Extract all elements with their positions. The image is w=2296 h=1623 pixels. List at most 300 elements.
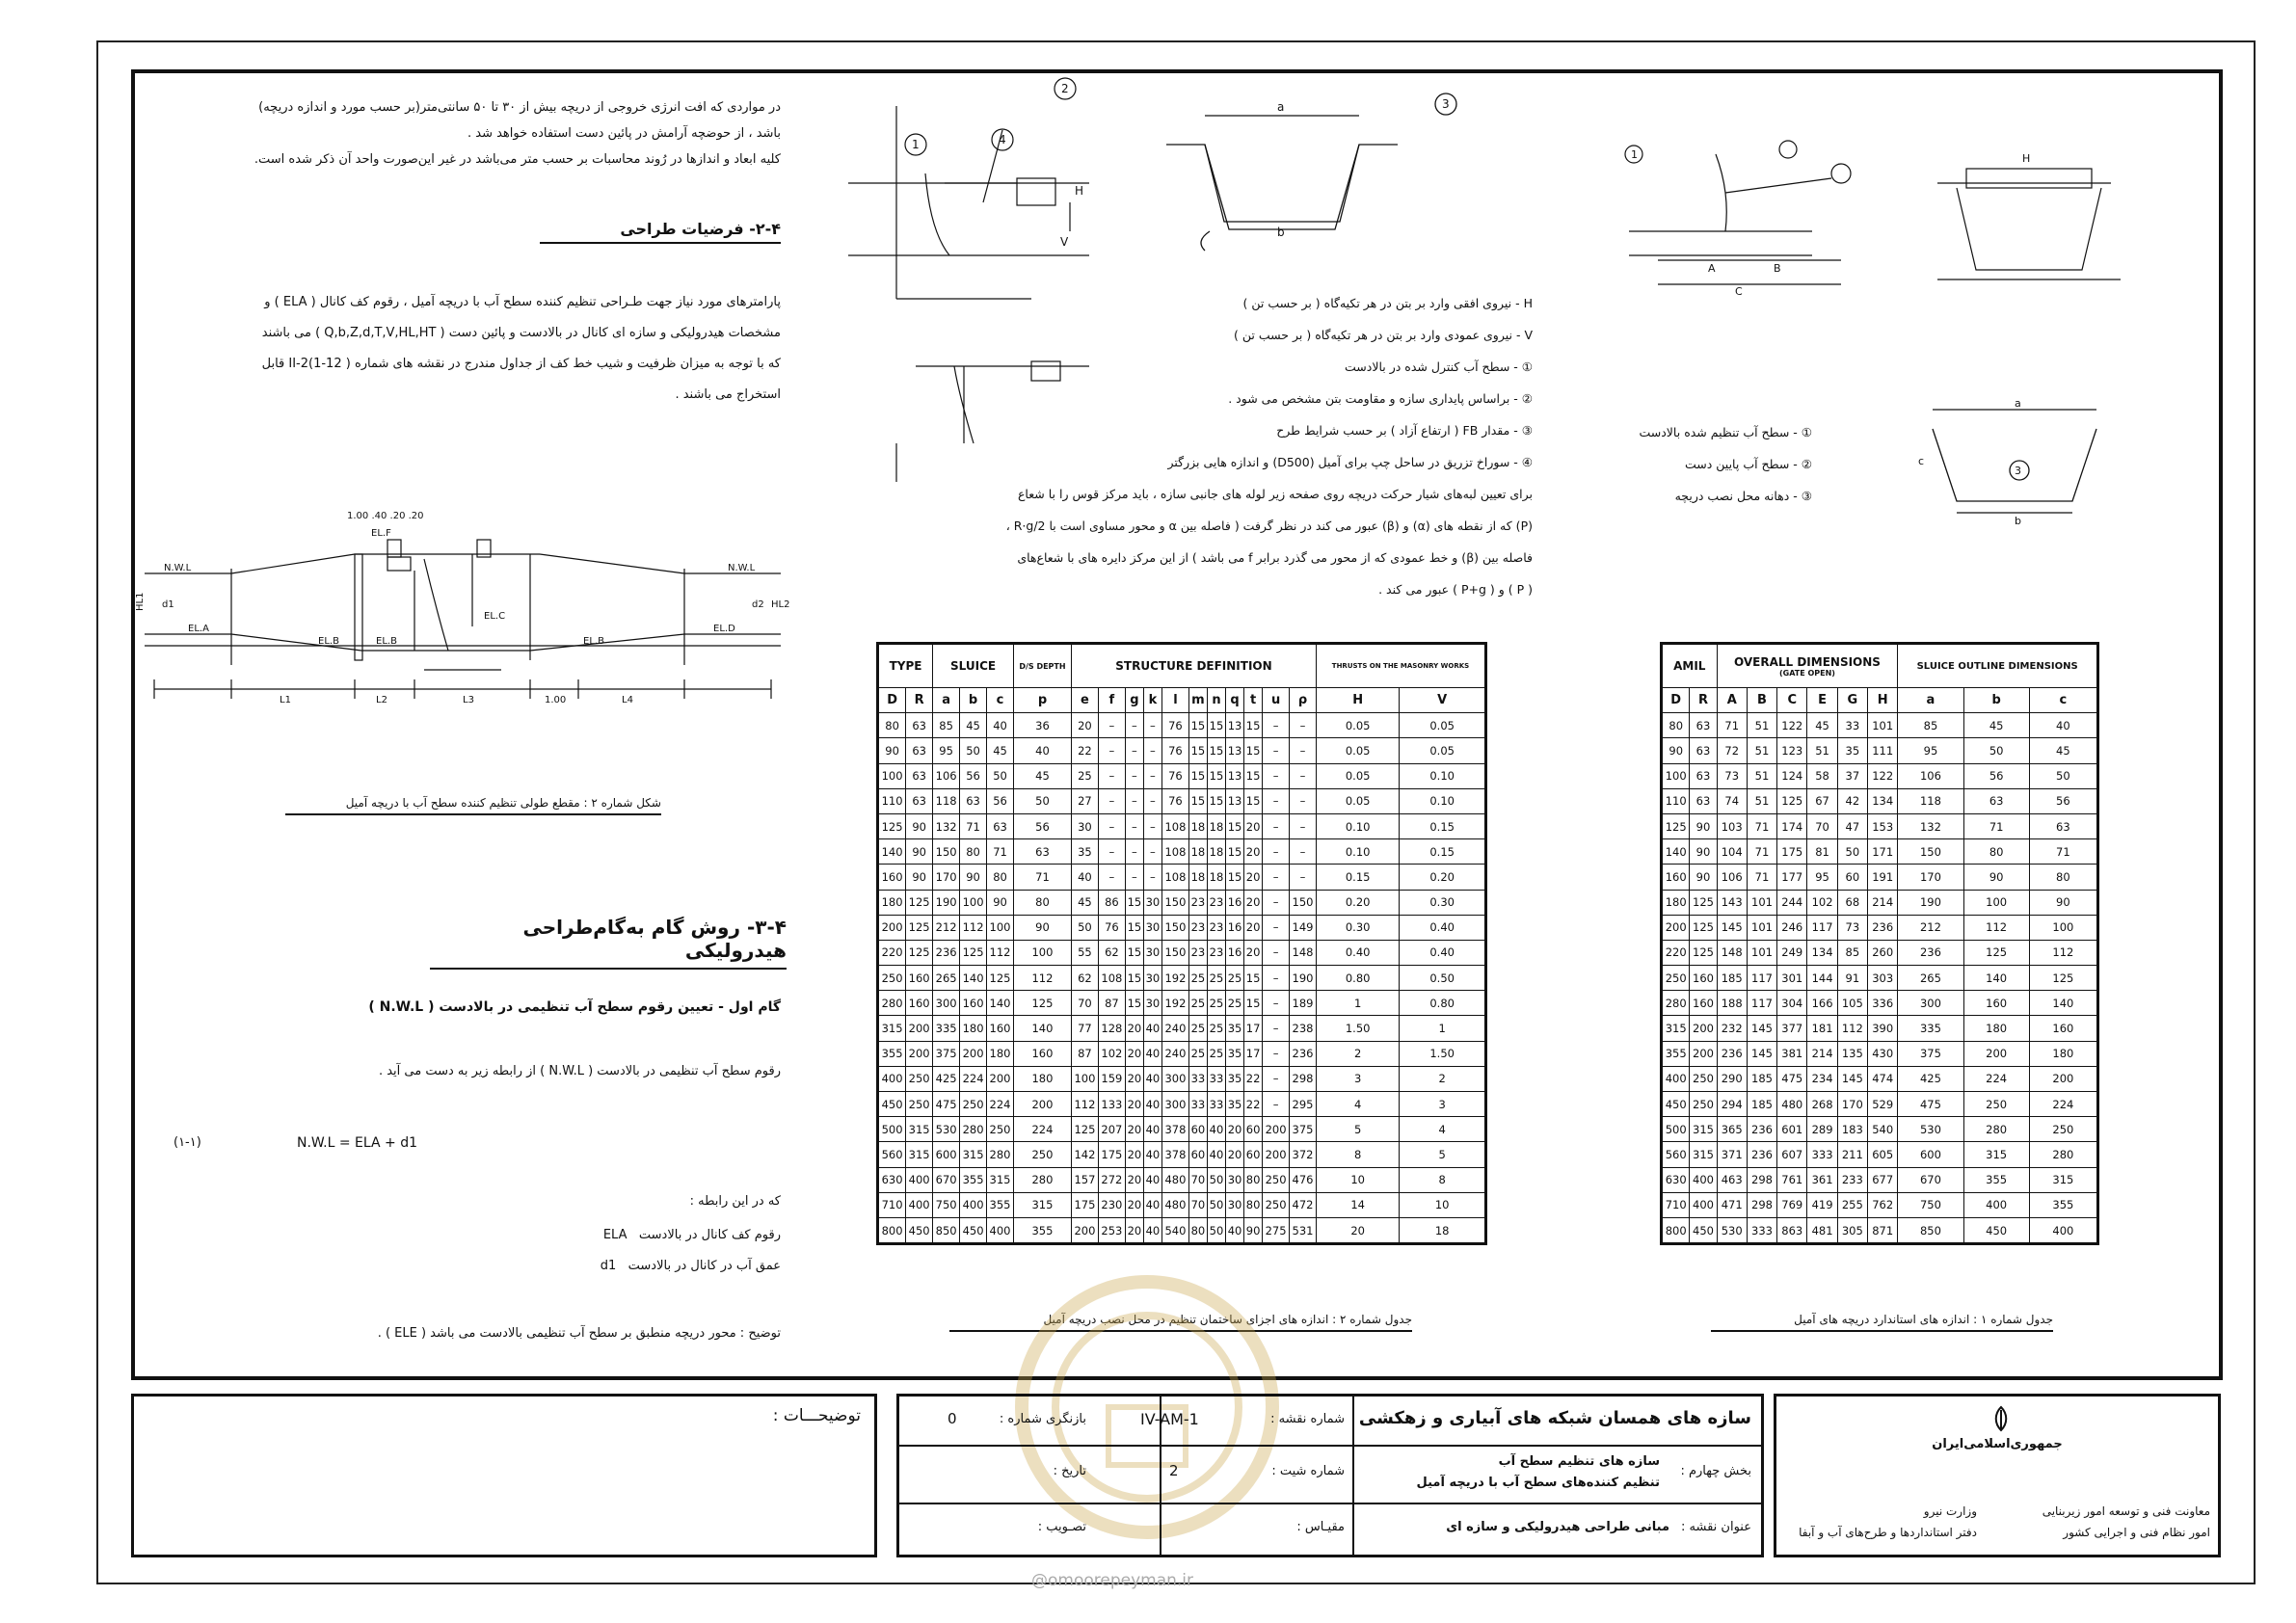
table-cell: 200 — [906, 1016, 933, 1041]
table-cell: 33 — [1188, 1092, 1207, 1117]
table-cell: 180 — [1963, 1016, 2029, 1041]
table-cell: 871 — [1867, 1217, 1897, 1243]
table-cell: 73 — [1717, 763, 1747, 788]
table-cell: – — [1098, 713, 1125, 738]
table-cell: 189 — [1290, 991, 1317, 1016]
table-cell: 90 — [878, 738, 906, 763]
table-cell: 0.40 — [1317, 940, 1400, 965]
table-cell: 71 — [1963, 813, 2029, 838]
table-cell: 40 — [1143, 1092, 1161, 1117]
table-cell: 260 — [1867, 940, 1897, 965]
table-row — [878, 991, 1486, 1016]
table-row — [1662, 839, 2098, 865]
fig-label-elb2: EL.B — [376, 636, 397, 647]
table-cell: 335 — [1898, 1016, 1963, 1041]
table-cell: 365 — [1717, 1117, 1747, 1142]
table-cell: 47 — [1837, 813, 1867, 838]
table-cell: 10 — [1400, 1192, 1486, 1217]
legend-v: V - نیروی عمودی وارد بر بتن در هر تکیه‌گاه ( بر حسب تن ) — [1234, 328, 1533, 342]
table-cell: 0.50 — [1400, 966, 1486, 991]
table-row — [878, 813, 1486, 838]
table-cell: 463 — [1717, 1167, 1747, 1192]
table-row — [1662, 1092, 2098, 1117]
table-cell: 108 — [1161, 865, 1188, 890]
table-cell: 25 — [1188, 1041, 1207, 1066]
table-cell: 531 — [1290, 1217, 1317, 1243]
table-cell: 240 — [1161, 1016, 1188, 1041]
table-cell: – — [1263, 713, 1290, 738]
svg-text:2: 2 — [1061, 82, 1069, 95]
d1-desc: عمق آب در کانال در بالادست — [627, 1259, 781, 1273]
fig-label-elb1: EL.B — [318, 636, 339, 647]
table-row — [1662, 1142, 2098, 1167]
table-cell: 400 — [1963, 1192, 2029, 1217]
table1-body — [1662, 713, 2098, 1244]
table1-col-9: b — [1963, 688, 2029, 713]
table-cell: 224 — [1963, 1066, 2029, 1091]
table-cell: 27 — [1071, 788, 1098, 813]
table-cell: 33 — [1837, 713, 1867, 738]
note-text: توضیح : محور دریچه منطبق بر سطح آب تنظیمی بالادست می باشد ( ELE ) . — [377, 1326, 781, 1341]
table-cell: – — [1290, 763, 1317, 788]
table-cell: 5 — [1317, 1117, 1400, 1142]
table-row — [878, 1066, 1486, 1091]
table-cell: 0.05 — [1400, 738, 1486, 763]
table2-col-18: V — [1400, 688, 1486, 713]
table-cell: 100 — [1662, 763, 1690, 788]
table-cell: 224 — [2029, 1092, 2097, 1117]
table-cell: 25 — [1188, 966, 1207, 991]
equation-number: (۱-۱) — [174, 1135, 201, 1150]
table-cell: 400 — [2029, 1217, 2097, 1243]
table-cell: 298 — [1747, 1192, 1776, 1217]
table-cell: 22 — [1244, 1066, 1263, 1091]
table-cell: – — [1143, 763, 1161, 788]
intro-text — [154, 94, 781, 173]
table-cell: 301 — [1777, 966, 1807, 991]
table-cell: 710 — [878, 1192, 906, 1217]
table-cell: 112 — [960, 915, 987, 940]
table-cell: 62 — [1071, 966, 1098, 991]
table-cell: 670 — [1898, 1167, 1963, 1192]
table-cell: 190 — [1290, 966, 1317, 991]
table-cell: 315 — [878, 1016, 906, 1041]
table2-col-3: b — [960, 688, 987, 713]
table-row — [1662, 991, 2098, 1016]
table-cell: 70 — [1071, 991, 1098, 1016]
table-cell: 18 — [1188, 813, 1207, 838]
table-cell: 63 — [1963, 788, 2029, 813]
table-cell: 101 — [1867, 713, 1897, 738]
table-cell: 3 — [1317, 1066, 1400, 1091]
equation: N.W.L = ELA + d1 — [297, 1135, 418, 1151]
table-cell: 315 — [906, 1117, 933, 1142]
table-cell: 71 — [2029, 839, 2097, 865]
table-cell: 315 — [1690, 1117, 1717, 1142]
table-cell: 45 — [1807, 713, 1837, 738]
table-cell: 117 — [1747, 966, 1776, 991]
table-cell: 20 — [1317, 1217, 1400, 1243]
table-cell: 230 — [1098, 1192, 1125, 1217]
table-cell: 106 — [1898, 763, 1963, 788]
table-cell: 300 — [1898, 991, 1963, 1016]
table-cell: 55 — [1071, 940, 1098, 965]
table-cell: – — [1263, 813, 1290, 838]
s42-line-2: مشخصات هیدرولیکی و سازه ای کانال در بالادست و پائین دست ( Q,b,Z,d,T,V,HL,HT ) می باشند — [261, 326, 781, 340]
table1-group-sluice: SLUICE OUTLINE DIMENSIONS — [1898, 644, 2098, 688]
table-cell: 336 — [1867, 991, 1897, 1016]
table-row — [1662, 1192, 2098, 1217]
table-cell: 76 — [1098, 915, 1125, 940]
table-cell: 560 — [878, 1142, 906, 1167]
table-row — [1662, 1117, 2098, 1142]
table-cell: 476 — [1290, 1167, 1317, 1192]
table-cell: 90 — [1963, 865, 2029, 890]
svg-text:a: a — [2015, 397, 2021, 410]
svg-text:V: V — [1060, 235, 1069, 249]
table-cell: 40 — [1226, 1217, 1244, 1243]
table-cell: 200 — [987, 1066, 1014, 1091]
table-cell: 40 — [1071, 865, 1098, 890]
table-cell: – — [1290, 813, 1317, 838]
table-cell: 150 — [1161, 890, 1188, 915]
table-cell: 15 — [1226, 839, 1244, 865]
table-cell: 51 — [1747, 713, 1776, 738]
legend-note-1: برای تعیین لبه‌های شیار حرکت دریچه روی صفحه زیر لوله های جانبی سازه ، باید مرکز قوس را با شعاع — [1017, 487, 1533, 501]
table-cell: 45 — [2029, 738, 2097, 763]
table-cell: 15 — [1207, 713, 1225, 738]
fig-label-l1: L1 — [280, 695, 291, 705]
fig-label-hl1: HL1 — [135, 592, 146, 611]
table-cell: 18 — [1188, 839, 1207, 865]
table-cell: 304 — [1777, 991, 1807, 1016]
table-cell: 175 — [1098, 1142, 1125, 1167]
table-cell: 315 — [1690, 1142, 1717, 1167]
legend-note-4: ( P ) و ( P+g ) عبور می کند . — [1378, 582, 1533, 597]
table-cell: 275 — [1263, 1217, 1290, 1243]
legend-note-2: (P) که از نقطه های (α) و (β) عبور می کند در نظر گرفت ( فاصله بین α و محور مساوی است با R·g/2 ، — [1005, 519, 1533, 533]
table-cell: 255 — [1837, 1192, 1867, 1217]
table-cell: 150 — [1161, 940, 1188, 965]
table-cell: 175 — [1777, 839, 1807, 865]
table-cell: 1.50 — [1400, 1041, 1486, 1066]
table2-col-13: q — [1226, 688, 1244, 713]
table-cell: – — [1263, 991, 1290, 1016]
table-cell: 234 — [1807, 1066, 1837, 1091]
table-cell: 15 — [1188, 738, 1207, 763]
table-cell: 160 — [987, 1016, 1014, 1041]
fig-label-dims: 1.00 .40 .20 .20 — [347, 511, 424, 521]
table-cell: 60 — [1188, 1117, 1207, 1142]
table-cell: 236 — [1867, 915, 1897, 940]
table-cell: 450 — [1690, 1217, 1717, 1243]
table-cell: 180 — [987, 1041, 1014, 1066]
table-cell: 145 — [1747, 1016, 1776, 1041]
table-cell: 529 — [1867, 1092, 1897, 1117]
table-cell: 35 — [1226, 1041, 1244, 1066]
table-cell: 63 — [1690, 763, 1717, 788]
table-cell: – — [1263, 788, 1290, 813]
table-cell: 8 — [1400, 1167, 1486, 1192]
table-cell: 15 — [1188, 788, 1207, 813]
table-cell: 153 — [1867, 813, 1897, 838]
table-cell: 315 — [1013, 1192, 1071, 1217]
table-cell: 160 — [960, 991, 987, 1016]
table-cell: 80 — [1188, 1217, 1207, 1243]
table-cell: 14 — [1317, 1192, 1400, 1217]
table-cell: 2 — [1317, 1041, 1400, 1066]
table-cell: 63 — [906, 763, 933, 788]
table-cell: 25 — [1207, 991, 1225, 1016]
table-cell: 450 — [960, 1217, 987, 1243]
table-cell: 180 — [2029, 1041, 2097, 1066]
table-cell: 33 — [1207, 1066, 1225, 1091]
table-cell: 800 — [1662, 1217, 1690, 1243]
ela-desc: رقوم کف کانال در بالادست — [638, 1228, 781, 1242]
table-cell: 125 — [1690, 890, 1717, 915]
table-row — [878, 915, 1486, 940]
table-cell: 77 — [1071, 1016, 1098, 1041]
table-cell: 20 — [1125, 1117, 1143, 1142]
table-cell: 246 — [1777, 915, 1807, 940]
table2-col-6: e — [1071, 688, 1098, 713]
table-cell: 0.05 — [1317, 738, 1400, 763]
table-cell: 605 — [1867, 1142, 1897, 1167]
table-cell: 20 — [1244, 813, 1263, 838]
table-cell: 63 — [987, 813, 1014, 838]
table-cell: 71 — [1747, 839, 1776, 865]
table-cell: 118 — [933, 788, 960, 813]
table-cell: – — [1290, 839, 1317, 865]
table-cell: 70 — [1807, 813, 1837, 838]
table-cell: 80 — [1662, 713, 1690, 738]
table-cell: 233 — [1837, 1167, 1867, 1192]
table-cell: 3 — [1400, 1092, 1486, 1117]
table-cell: 40 — [1143, 1117, 1161, 1142]
table-cell: 200 — [1690, 1016, 1717, 1041]
table-cell: 23 — [1188, 890, 1207, 915]
table-cell: – — [1263, 1066, 1290, 1091]
table-cell: 20 — [1125, 1142, 1143, 1167]
table-cell: 280 — [1963, 1117, 2029, 1142]
table-cell: 90 — [1013, 915, 1071, 940]
table-cell: 90 — [906, 839, 933, 865]
section-4-3-title: ۳-۴- روش گام به‌گام‌طراحی هیدرولیکی — [430, 916, 787, 970]
sluice-outline-figure — [1918, 395, 2121, 527]
page-label: شماره شیت : — [1271, 1464, 1345, 1478]
table-row — [878, 1167, 1486, 1192]
table-cell: 0.05 — [1317, 713, 1400, 738]
table-cell: 70 — [1188, 1192, 1207, 1217]
table-cell: 850 — [933, 1217, 960, 1243]
table-cell: 20 — [1226, 1142, 1244, 1167]
table-cell: 315 — [960, 1142, 987, 1167]
table-cell: 530 — [1717, 1217, 1747, 1243]
table-cell: 25 — [1071, 763, 1098, 788]
table-row — [1662, 813, 2098, 838]
table-cell: 87 — [1098, 991, 1125, 1016]
table-cell: – — [1143, 839, 1161, 865]
table-cell: 103 — [1717, 813, 1747, 838]
table-row — [878, 839, 1486, 865]
table-cell: 15 — [1226, 865, 1244, 890]
table-cell: – — [1143, 788, 1161, 813]
table-cell: 15 — [1125, 890, 1143, 915]
table-cell: 185 — [1747, 1092, 1776, 1117]
table-cell: 22 — [1071, 738, 1098, 763]
table-cell: – — [1263, 1016, 1290, 1041]
table-cell: 475 — [1898, 1092, 1963, 1117]
table-cell: 200 — [878, 915, 906, 940]
table-cell: 104 — [1717, 839, 1747, 865]
table-cell: 125 — [987, 966, 1014, 991]
table-cell: 40 — [2029, 713, 2097, 738]
table-cell: 80 — [987, 865, 1014, 890]
table-cell: 45 — [1013, 763, 1071, 788]
table-cell: 289 — [1807, 1117, 1837, 1142]
table-cell: 100 — [960, 890, 987, 915]
date-label: تاریخ : — [1053, 1464, 1086, 1478]
notes-label: توضیحـــات : — [772, 1406, 861, 1425]
table-cell: 95 — [1898, 738, 1963, 763]
table-cell: – — [1125, 813, 1143, 838]
table-cell: 400 — [878, 1066, 906, 1091]
table-cell: 30 — [1143, 915, 1161, 940]
table-cell: 71 — [1013, 865, 1071, 890]
table-cell: 15 — [1226, 813, 1244, 838]
table-cell: 62 — [1098, 940, 1125, 965]
table-cell: 117 — [1807, 915, 1837, 940]
step-1-heading: گام اول - تعیین رقوم سطح آب تنظیمی در بالادست ( N.W.L ) — [368, 999, 781, 1015]
table-cell: 50 — [1963, 738, 2029, 763]
table-cell: 450 — [1662, 1092, 1690, 1117]
table-cell: 132 — [933, 813, 960, 838]
table-cell: 118 — [1898, 788, 1963, 813]
table-cell: 20 — [1071, 713, 1098, 738]
table-cell: 0.05 — [1317, 788, 1400, 813]
table-cell: 200 — [1690, 1041, 1717, 1066]
svg-text:b: b — [2015, 515, 2021, 527]
revision-number: 0 — [948, 1410, 957, 1427]
table2-col-8: g — [1125, 688, 1143, 713]
table-cell: 76 — [1161, 763, 1188, 788]
table-cell: 112 — [2029, 940, 2097, 965]
table-cell: – — [1143, 713, 1161, 738]
table-cell: 100 — [1071, 1066, 1098, 1091]
table-cell: 76 — [1161, 788, 1188, 813]
table-cell: – — [1290, 788, 1317, 813]
table-cell: 294 — [1717, 1092, 1747, 1117]
svg-text:4: 4 — [999, 133, 1006, 146]
table-cell: 185 — [1747, 1066, 1776, 1091]
table-cell: 212 — [933, 915, 960, 940]
table-cell: 400 — [1690, 1167, 1717, 1192]
table-cell: 280 — [960, 1117, 987, 1142]
legend-3: ③ - مقدار FB ( ارتفاع آزاد ) بر حسب شرایط طرح — [1276, 423, 1533, 438]
table-row — [878, 966, 1486, 991]
table-cell: 475 — [933, 1092, 960, 1117]
table-cell: 16 — [1226, 890, 1244, 915]
table-cell: 125 — [2029, 966, 2097, 991]
table-cell: 18 — [1207, 865, 1225, 890]
table-cell: 101 — [1747, 940, 1776, 965]
table-cell: 400 — [906, 1192, 933, 1217]
table-cell: 10 — [1317, 1167, 1400, 1192]
table-cell: 45 — [1071, 890, 1098, 915]
table-row — [1662, 865, 2098, 890]
drawing-title: مبانی طراحی هیدرولیکی و سازه ای — [1446, 1520, 1669, 1534]
table-cell: 122 — [1777, 713, 1807, 738]
table-cell: 268 — [1807, 1092, 1837, 1117]
table-cell: 710 — [1662, 1192, 1690, 1217]
table-cell: 95 — [1807, 865, 1837, 890]
table-cell: 265 — [933, 966, 960, 991]
table-cell: 0.30 — [1400, 890, 1486, 915]
table-cell: 150 — [1290, 890, 1317, 915]
table2-column-header-row — [878, 688, 1486, 713]
table-cell: 30 — [1143, 966, 1161, 991]
table-cell: 90 — [1690, 813, 1717, 838]
table-cell: 16 — [1226, 940, 1244, 965]
table-cell: 150 — [1898, 839, 1963, 865]
table-cell: 200 — [906, 1041, 933, 1066]
table-cell: 90 — [2029, 890, 2097, 915]
table-cell: 144 — [1807, 966, 1837, 991]
table-cell: 250 — [878, 966, 906, 991]
table-cell: 112 — [1963, 915, 2029, 940]
table-cell: 530 — [1898, 1117, 1963, 1142]
table-cell: 37 — [1837, 763, 1867, 788]
table-cell: – — [1263, 738, 1290, 763]
table-cell: 90 — [1690, 865, 1717, 890]
title-block-main — [896, 1394, 1764, 1557]
table-cell: 175 — [1071, 1192, 1098, 1217]
table-cell: 0.80 — [1400, 991, 1486, 1016]
table-cell: 140 — [1013, 1016, 1071, 1041]
table-cell: 750 — [933, 1192, 960, 1217]
table-cell: 140 — [987, 991, 1014, 1016]
table-cell: 108 — [1161, 813, 1188, 838]
table2-col-0: D — [878, 688, 906, 713]
table-row — [878, 1117, 1486, 1142]
table-cell: 122 — [1867, 763, 1897, 788]
table2-group-ds: D/S DEPTH — [1013, 644, 1071, 688]
table-cell: 68 — [1837, 890, 1867, 915]
scale-label: مقیـاس : — [1296, 1520, 1345, 1534]
table-cell: 124 — [1777, 763, 1807, 788]
table-cell: 85 — [1898, 713, 1963, 738]
table-cell: 143 — [1717, 890, 1747, 915]
table-cell: 50 — [1207, 1167, 1225, 1192]
table1-col-1: R — [1690, 688, 1717, 713]
table-cell: 160 — [906, 966, 933, 991]
table-cell: 134 — [1807, 940, 1837, 965]
svg-text:3: 3 — [2015, 465, 2021, 477]
table-cell: 315 — [1662, 1016, 1690, 1041]
table-cell: 51 — [1807, 738, 1837, 763]
table-cell: 0.10 — [1400, 788, 1486, 813]
table-cell: 51 — [1747, 763, 1776, 788]
table-cell: 15 — [1207, 738, 1225, 763]
table-cell: 56 — [960, 763, 987, 788]
table1-col-7: H — [1867, 688, 1897, 713]
table2-group-thrusts: THRUSTS ON THE MASONRY WORKS — [1317, 644, 1486, 688]
table-cell: 450 — [1963, 1217, 2029, 1243]
table-row — [1662, 788, 2098, 813]
table-cell: 76 — [1161, 713, 1188, 738]
table1-col-10: c — [2029, 688, 2097, 713]
table-cell: 125 — [878, 813, 906, 838]
